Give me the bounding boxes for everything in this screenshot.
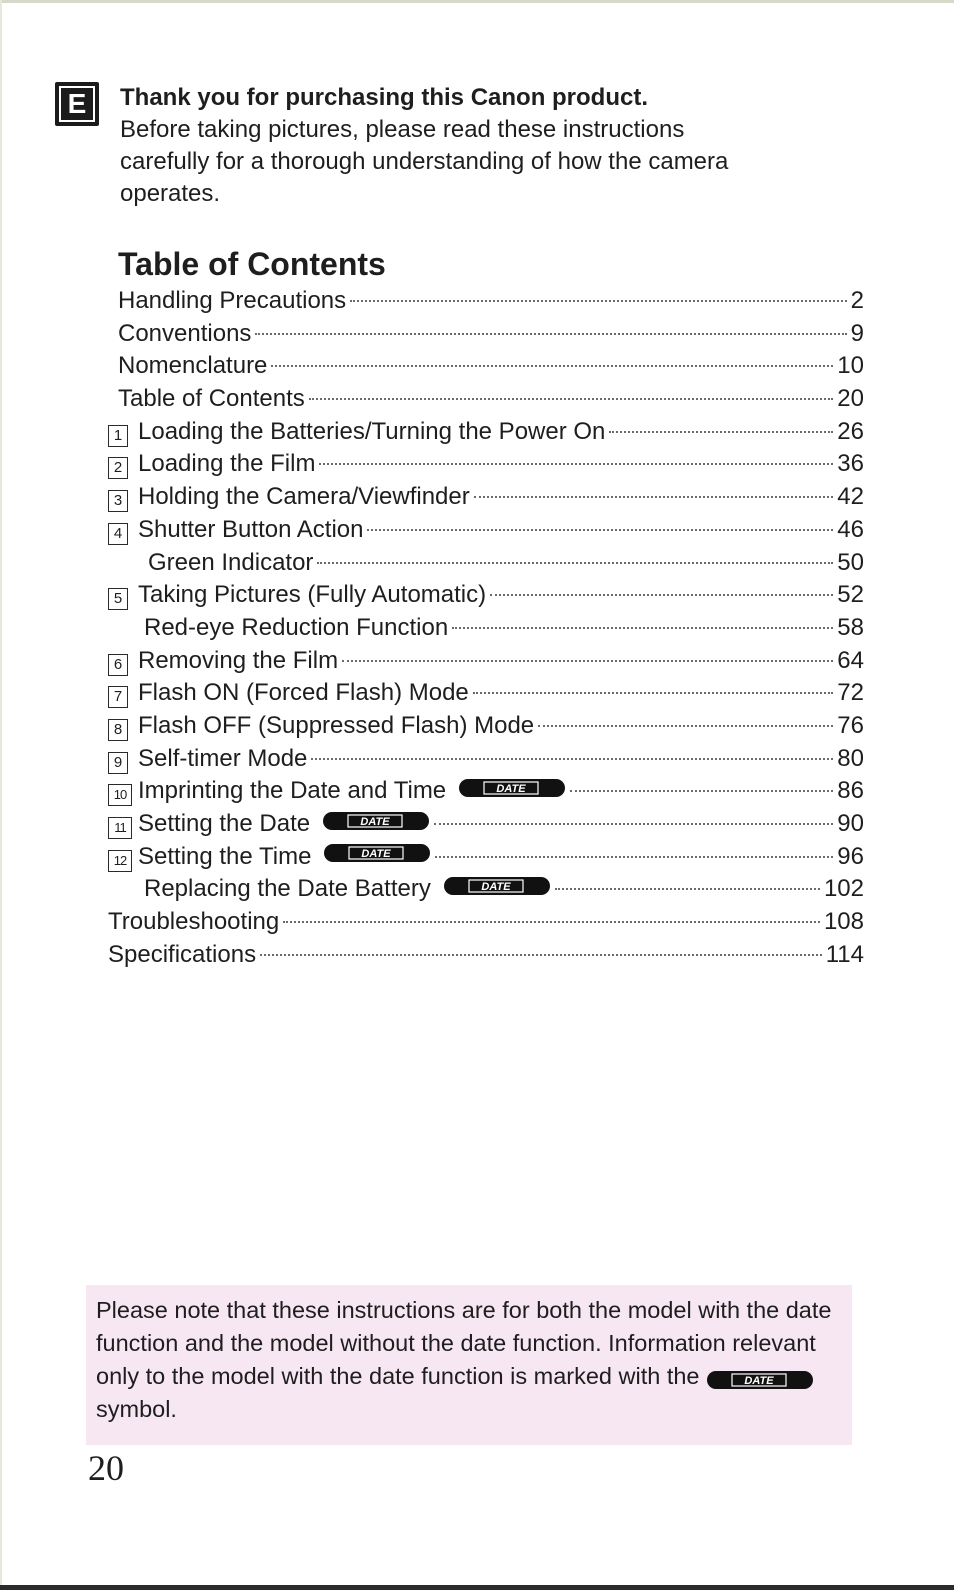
- toc-entry: [108, 645, 864, 678]
- toc-entry-label: Removing the Film: [138, 646, 339, 674]
- dot-leader: [609, 431, 833, 433]
- toc-entry: [108, 514, 864, 547]
- dot-leader: [319, 463, 833, 465]
- toc-entry-page: 72: [837, 679, 864, 707]
- toc-entry: [108, 677, 864, 710]
- toc-entry: [108, 285, 864, 318]
- chapter-number-box: 2: [108, 457, 128, 479]
- toc-entry-label: Loading the Film: [138, 450, 316, 478]
- chapter-number-box: 8: [108, 719, 128, 741]
- date-symbol-label: DATE: [361, 848, 392, 861]
- dot-leader: [473, 692, 834, 694]
- date-symbol-label: DATE: [743, 1374, 774, 1387]
- toc-entry-page: 108: [823, 908, 864, 936]
- chapter-number-box: 4: [108, 523, 128, 545]
- toc-entry-page: 9: [850, 319, 864, 347]
- toc-entry-page: 20: [837, 385, 864, 413]
- toc-entry-label: Nomenclature: [118, 352, 268, 380]
- toc-list: [108, 285, 864, 971]
- chapter-number-box: 1: [108, 425, 128, 447]
- toc-entry-label: Troubleshooting: [108, 908, 280, 936]
- dot-leader: [435, 856, 833, 858]
- toc-entry-label: Conventions: [118, 319, 252, 347]
- toc-entry: [108, 873, 864, 906]
- date-symbol-icon: [706, 1365, 814, 1391]
- toc-entry: [108, 448, 864, 481]
- date-symbol-icon: [322, 804, 430, 836]
- dot-leader: [367, 529, 833, 531]
- toc-entry-page: 26: [837, 417, 864, 445]
- dot-leader: [555, 888, 820, 890]
- toc-entry-label: Loading the Batteries/Turning the Power On: [138, 417, 606, 445]
- toc-entry: [108, 710, 864, 743]
- toc-entry-label: Taking Pictures (Fully Automatic): [138, 581, 487, 609]
- toc-entry: [108, 808, 864, 841]
- dot-leader: [311, 758, 833, 760]
- toc-entry-label: Flash ON (Forced Flash) Mode: [138, 679, 469, 707]
- toc-entry-page: 50: [837, 548, 864, 576]
- dot-leader: [260, 954, 822, 956]
- toc-entry: [108, 481, 864, 514]
- dot-leader: [490, 594, 833, 596]
- intro-section: [120, 82, 840, 210]
- toc-entry: [108, 416, 864, 449]
- toc-entry-page: 36: [837, 450, 864, 478]
- toc-entry: [108, 906, 864, 939]
- toc-entry-page: 64: [837, 646, 864, 674]
- note-text-after: symbol.: [96, 1396, 177, 1422]
- toc-entry: [108, 939, 864, 972]
- toc-entry: [108, 318, 864, 351]
- toc-entry-label: Replacing the Date Battery: [144, 875, 431, 903]
- toc-entry-page: 90: [837, 810, 864, 837]
- dot-leader: [434, 823, 833, 825]
- toc-entry-page: 46: [837, 515, 864, 543]
- dot-leader: [255, 333, 846, 335]
- intro-heading: Thank you for purchasing this Canon product.: [120, 84, 649, 111]
- toc-entry-page: 2: [850, 287, 864, 314]
- date-symbol-icon: [443, 869, 551, 901]
- note-text: [96, 1294, 848, 1426]
- dot-leader: [350, 300, 847, 302]
- toc-entry-page: 76: [837, 711, 864, 739]
- date-symbol-label: DATE: [496, 782, 526, 795]
- toc-entry: [108, 350, 864, 383]
- toc-entry-label: Imprinting the Date and Time: [138, 777, 447, 805]
- date-symbol-label: DATE: [481, 881, 511, 894]
- toc-entry-label: Green Indicator: [148, 548, 314, 576]
- toc-entry-label: Flash OFF (Suppressed Flash) Mode: [138, 711, 535, 739]
- toc-entry-page: 102: [823, 875, 864, 903]
- dot-leader: [283, 921, 820, 923]
- toc-entry-label: Holding the Camera/Viewfinder: [138, 483, 470, 511]
- language-badge-letter: E: [59, 86, 95, 122]
- toc-entry: [108, 612, 864, 645]
- page-number: 20: [88, 1448, 124, 1488]
- chapter-number-box: 5: [108, 588, 128, 610]
- chapter-number-box: 6: [108, 654, 128, 676]
- toc-entry-label: Setting the Time: [138, 842, 312, 870]
- toc-entry: [108, 775, 864, 808]
- toc-entry-page: 86: [837, 777, 864, 805]
- chapter-number-box: 7: [108, 686, 128, 708]
- chapter-number-box: 3: [108, 490, 128, 512]
- toc-entry-page: 80: [837, 744, 864, 772]
- date-symbol-icon: [458, 771, 566, 803]
- toc-entry-page: 10: [837, 352, 864, 380]
- toc-entry-label: Table of Contents: [118, 385, 305, 413]
- page-top-edge: [0, 0, 954, 3]
- dot-leader: [271, 365, 833, 367]
- toc-entry: [108, 383, 864, 416]
- chapter-number-box: 12: [108, 850, 132, 872]
- dot-leader: [309, 398, 834, 400]
- toc-entry-page: 52: [837, 581, 864, 609]
- toc-entry: [108, 579, 864, 612]
- intro-text: Before taking pictures, please read these instructions carefully for a thorough understanding of how the camera operates.: [120, 116, 729, 207]
- date-symbol-label: DATE: [360, 815, 390, 828]
- chapter-number-box: 10: [108, 784, 132, 806]
- toc-title: Table of Contents: [118, 246, 386, 282]
- dot-leader: [317, 562, 833, 564]
- toc-entry-label: Red-eye Reduction Function: [144, 613, 449, 641]
- toc-entry-label: Setting the Date: [138, 810, 311, 837]
- chapter-number-box: 11: [108, 817, 132, 839]
- toc-entry-page: 42: [837, 483, 864, 511]
- note-text-before: Please note that these instructions are for both the model with the date function and the model without the date function. Information relevant only to the model with the date function is marked with the: [96, 1297, 832, 1389]
- date-symbol-icon: [323, 837, 431, 869]
- page-bottom-edge: [0, 1585, 954, 1590]
- dot-leader: [342, 660, 833, 662]
- language-badge: [55, 82, 99, 126]
- toc-entry-label: Shutter Button Action: [138, 515, 364, 543]
- chapter-number-box: 9: [108, 752, 128, 774]
- toc-entry-label: Specifications: [108, 940, 257, 968]
- toc-entry-page: 96: [837, 842, 864, 870]
- toc-entry-page: 58: [837, 613, 864, 641]
- dot-leader: [452, 627, 833, 629]
- dot-leader: [538, 725, 833, 727]
- dot-leader: [474, 496, 834, 498]
- toc-entry-label: Self-timer Mode: [138, 744, 308, 772]
- toc-entry-label: Handling Precautions: [118, 287, 347, 314]
- dot-leader: [570, 790, 833, 792]
- page-left-edge: [0, 0, 2, 1590]
- toc-entry-page: 114: [825, 940, 864, 968]
- toc-entry: [108, 547, 864, 580]
